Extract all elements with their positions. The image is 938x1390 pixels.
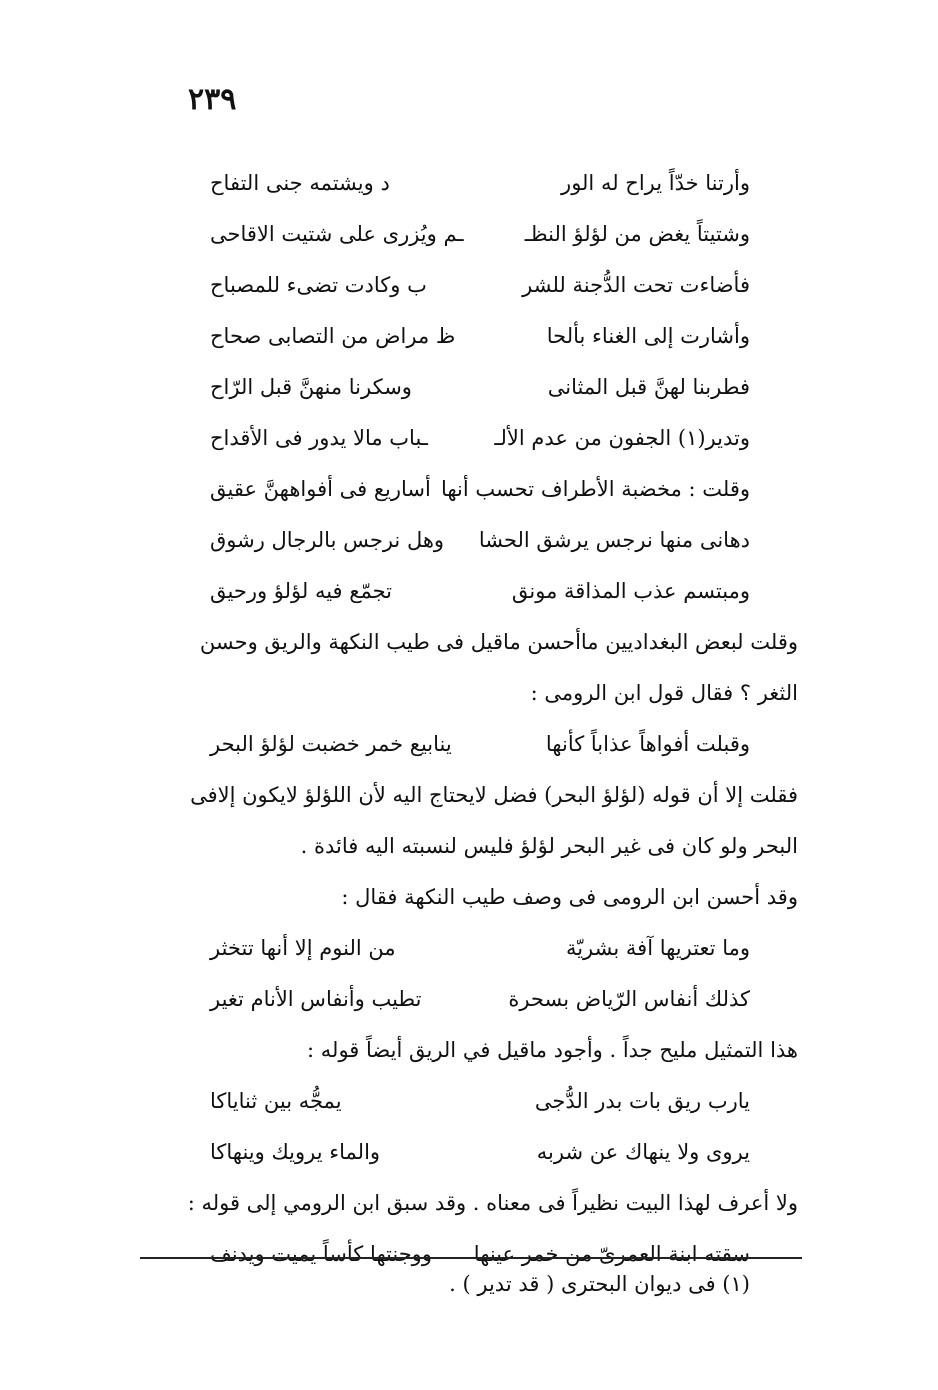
verse-first-hemistich: وتدير(١) الجفون من عدم الألـ xyxy=(494,426,750,450)
verse-first-hemistich: فأضاءت تحت الدُّجنة للشر xyxy=(522,273,750,297)
prose-line: هذا التمثيل مليح جداً . وأجود ماقيل في الريق أيضاً قوله : xyxy=(307,1038,798,1062)
page-number: ٢٣٩ xyxy=(188,82,237,117)
prose-line: وقد أحسن ابن الرومى فى وصف طيب النكهة فقال : xyxy=(341,885,798,909)
verse-second-hemistich: ينابيع خمر خضبت لؤلؤ البحر xyxy=(210,732,452,756)
verse-second-hemistich: وهل نرجس بالرجال رشوق xyxy=(210,528,445,552)
verse-first-hemistich: وشتيتاً يغض من لؤلؤ النظـ xyxy=(524,222,750,246)
verse-first-hemistich: سقته ابنة العمرىّ من خمر عينها xyxy=(473,1242,750,1266)
verse-second-hemistich: والماء يرويك وينهاكا xyxy=(210,1140,381,1164)
verse-first-hemistich: وأشارت إلى الغناء بألحا xyxy=(546,324,750,348)
prose-line: وقلت لبعض البغداديين ماأحسن ماقيل فى طيب النكهة والريق وحسن xyxy=(199,630,798,654)
verse-first-hemistich: وقلت : مخضبة الأطراف تحسب أنها xyxy=(440,477,750,501)
verse-first-hemistich: دهانى منها نرجس يرشق الحشا xyxy=(478,528,750,552)
verse-second-hemistich: د ويشتمه جنى التفاح xyxy=(210,171,390,195)
prose-line: الثغر ؟ فقال قول ابن الرومى : xyxy=(530,681,798,705)
verse-first-hemistich: ومبتسم عذب المذاقة مونق xyxy=(511,579,750,603)
verse-first-hemistich: يروى ولا ينهاك عن شربه xyxy=(536,1140,750,1164)
verse-second-hemistich: تطيب وأنفاس الأنام تغير xyxy=(210,987,422,1011)
verse-first-hemistich: وأرتنا خدّاً يراح له الور xyxy=(561,171,750,195)
verse-first-hemistich: وما تعتريها آفة بشريّة xyxy=(565,936,750,960)
verse-second-hemistich: ـم ويُزرى على شتيت الاقاحى xyxy=(210,222,464,246)
verse-second-hemistich: ب وكادت تضىء للمصباح xyxy=(210,273,427,297)
footnote-divider xyxy=(140,1257,802,1259)
verse-second-hemistich: يمجُّه بين ثناياكا xyxy=(210,1089,342,1113)
verse-first-hemistich: فطربنا لهنَّ قبل المثانى xyxy=(547,375,750,399)
verse-second-hemistich: تجمّع فيه لؤلؤ ورحيق xyxy=(210,579,392,603)
verse-second-hemistich: ووجنتها كأساً يميت ويدنف xyxy=(210,1242,432,1266)
verse-first-hemistich: يارب ريق بات بدر الدُّجى xyxy=(534,1089,750,1113)
verse-second-hemistich: ـباب مالا يدور فى الأقداح xyxy=(210,426,428,450)
verse-second-hemistich: وسكرنا منهنَّ قبل الرّاح xyxy=(210,375,412,399)
verse-first-hemistich: كذلك أنفاس الرّياض بسحرة xyxy=(508,987,750,1011)
prose-line: ولا أعرف لهذا البيت نظيراً فى معناه . وقد سبق ابن الرومي إلى قوله : xyxy=(187,1191,798,1215)
prose-line: البحر ولو كان فى غير البحر لؤلؤ فليس لنسبته اليه فائدة . xyxy=(300,834,798,858)
prose-line: فقلت إلا أن قوله (لؤلؤ البحر) فضل لايحتاج اليه لأن اللؤلؤ لايكون إلافى xyxy=(190,783,798,807)
verse-second-hemistich: ظ مراض من التصابى صحاح xyxy=(210,324,456,348)
verse-first-hemistich: وقبلت أفواهاً عذاباً كأنها xyxy=(545,732,750,756)
verse-second-hemistich: أساريع فى أفواههنَّ عقيق xyxy=(210,477,431,501)
footnote: (١) فى ديوان البحترى ( قد تدير ) . xyxy=(449,1272,750,1296)
verse-second-hemistich: من النوم إلا أنها تتخثر xyxy=(210,936,396,960)
